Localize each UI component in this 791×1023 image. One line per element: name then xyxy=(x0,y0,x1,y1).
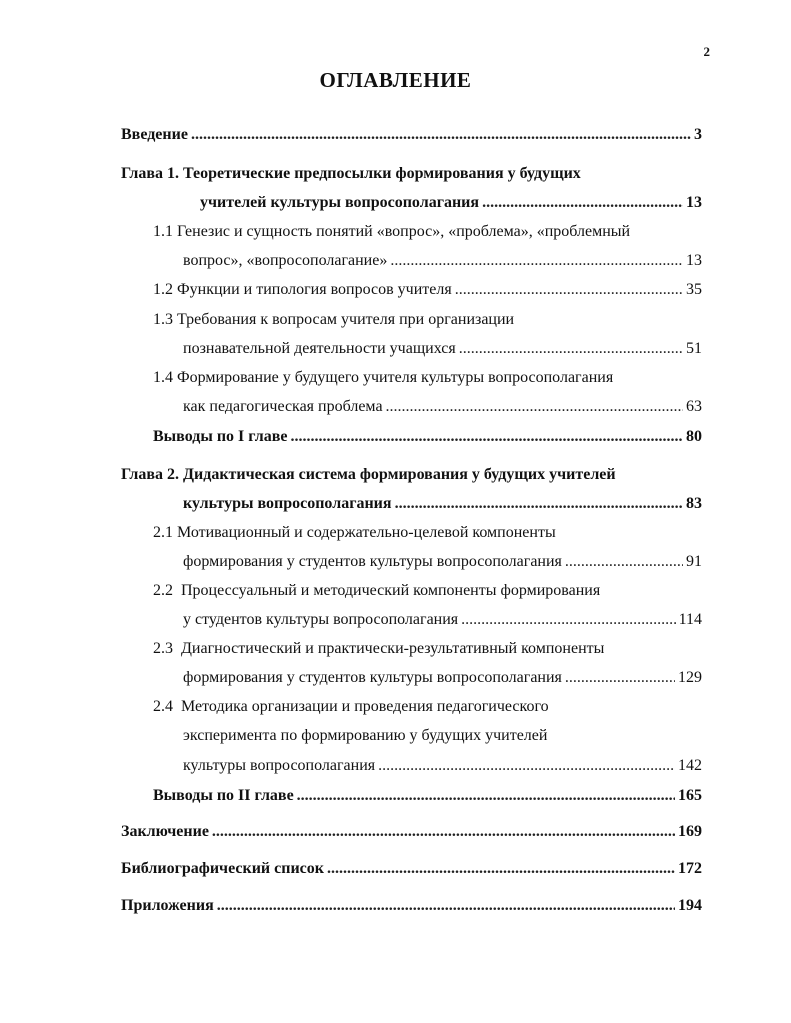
toc-entry-page: 13 xyxy=(686,252,702,269)
toc-entry-text: как педагогическая проблема xyxy=(183,398,383,415)
toc-entry-conclusion[interactable] xyxy=(121,822,702,842)
toc-section-2-1-heading[interactable] xyxy=(153,523,556,543)
toc-entry-text: Выводы по II главе xyxy=(153,787,294,804)
leader-dots xyxy=(565,668,675,688)
leader-dots xyxy=(290,427,683,447)
toc-section-1-1-heading[interactable] xyxy=(153,222,630,242)
toc-section-1-4-heading[interactable] xyxy=(153,368,613,388)
toc-section-1-3-heading[interactable] xyxy=(153,310,514,330)
leader-dots xyxy=(297,786,675,806)
toc-entry-text: Глава 2. Дидактическая система формирования у будущих учителей xyxy=(121,466,616,483)
toc-entry-page: 129 xyxy=(678,669,702,686)
toc-section-1-3[interactable] xyxy=(183,339,702,359)
toc-entry-text: культуры вопросополагания xyxy=(183,495,392,512)
toc-entry-text: Заключение xyxy=(121,823,209,840)
toc-entry-page: 91 xyxy=(686,553,702,570)
toc-entry-text: формирования у студентов культуры вопросополагания xyxy=(183,669,562,686)
toc-entry-page: 51 xyxy=(686,340,702,357)
toc-entry-text: Приложения xyxy=(121,897,214,914)
toc-entry-appendices[interactable] xyxy=(121,896,702,916)
leader-dots xyxy=(386,397,683,417)
leader-dots xyxy=(482,193,683,213)
leader-dots xyxy=(455,280,683,300)
toc-section-2-4-heading[interactable] xyxy=(153,697,549,717)
toc-section-2-2-heading[interactable] xyxy=(153,581,600,601)
toc-entry-page: 35 xyxy=(686,281,702,298)
toc-entry-text: формирования у студентов культуры вопросополагания xyxy=(183,553,562,570)
toc-entry-text: Глава 1. Теоретические предпосылки формирования у будущих xyxy=(121,165,581,182)
toc-entry-text: культуры вопросополагания xyxy=(183,757,376,774)
leader-dots xyxy=(565,552,683,572)
toc-section-2-4[interactable] xyxy=(183,756,702,776)
toc-entry-text: 1.4 Формирование у будущего учителя культуры вопросополагания xyxy=(153,369,614,386)
toc-entry-text: 2.1 Мотивационный и содержательно-целевой компоненты xyxy=(153,524,556,541)
leader-dots xyxy=(217,896,675,916)
leader-dots xyxy=(327,859,675,879)
toc-entry-bibliography[interactable] xyxy=(121,859,702,879)
toc-entry-text: 1.3 Требования к вопросам учителя при организации xyxy=(153,311,515,328)
toc-entry-text: эксперимента по формированию у будущих учителей xyxy=(183,727,548,744)
toc-conclusions-chapter-2[interactable] xyxy=(153,786,702,806)
leader-dots xyxy=(212,822,675,842)
toc-entry-text: 1.2 Функции и типология вопросов учителя xyxy=(153,281,452,298)
leader-dots xyxy=(378,756,675,776)
toc-entry-text: вопрос», «вопросополагание» xyxy=(183,252,388,269)
leader-dots xyxy=(395,494,683,514)
toc-section-1-4[interactable] xyxy=(183,397,702,417)
toc-entry-text: Выводы по I главе xyxy=(153,428,288,445)
toc-entry-text: учителей культуры вопросополагания xyxy=(200,194,480,211)
toc-chapter-2[interactable] xyxy=(183,494,702,514)
toc-entry-introduction[interactable] xyxy=(121,125,702,145)
toc-chapter-2-heading[interactable] xyxy=(121,465,616,485)
toc-entry-text: 1.1 Генезис и сущность понятий «вопрос», «проблема», «проблемный xyxy=(153,223,631,240)
toc-entry-page: 172 xyxy=(678,860,702,877)
toc-section-2-3-heading[interactable] xyxy=(153,639,604,659)
toc-chapter-1[interactable] xyxy=(200,193,702,213)
toc-entry-page: 169 xyxy=(678,823,702,840)
toc-entry-page: 142 xyxy=(678,757,702,774)
leader-dots xyxy=(191,125,691,145)
toc-entry-page: 80 xyxy=(686,428,702,445)
toc-section-1-2[interactable] xyxy=(153,280,702,300)
toc-entry-text: 2.2 Процессуальный и методический компоненты формирования xyxy=(153,582,601,599)
toc-entry-page: 165 xyxy=(678,787,702,804)
toc-entry-text: 2.4 Методика организации и проведения педагогического xyxy=(153,698,549,715)
toc-conclusions-chapter-1[interactable] xyxy=(153,427,702,447)
leader-dots xyxy=(461,610,675,630)
leader-dots xyxy=(459,339,683,359)
toc-section-2-1[interactable] xyxy=(183,552,702,572)
toc-entry-text: Библиографический список xyxy=(121,860,324,877)
toc-entry-page: 3 xyxy=(694,126,702,143)
toc-section-2-3[interactable] xyxy=(183,668,702,688)
page-title: ОГЛАВЛЕНИЕ xyxy=(319,68,472,92)
toc-entry-text: у студентов культуры вопросополагания xyxy=(183,611,459,628)
toc-entry-text: Введение xyxy=(121,126,188,143)
toc-entry-text: познавательной деятельности учащихся xyxy=(183,340,456,357)
toc-entry-page: 83 xyxy=(686,495,702,512)
toc-entry-text: 2.3 Диагностический и практически-результативный компоненты xyxy=(153,640,605,657)
page-number: 2 xyxy=(703,44,710,59)
toc-section-1-1[interactable] xyxy=(183,251,702,271)
toc-section-2-2[interactable] xyxy=(183,610,702,630)
toc-entry-page: 114 xyxy=(678,611,702,628)
toc-entry-page: 194 xyxy=(678,897,702,914)
toc-entry-page: 63 xyxy=(686,398,702,415)
toc-section-2-4-heading-cont[interactable] xyxy=(183,726,547,746)
toc-entry-page: 13 xyxy=(686,194,702,211)
toc-chapter-1-heading[interactable] xyxy=(121,164,581,184)
leader-dots xyxy=(390,251,683,271)
